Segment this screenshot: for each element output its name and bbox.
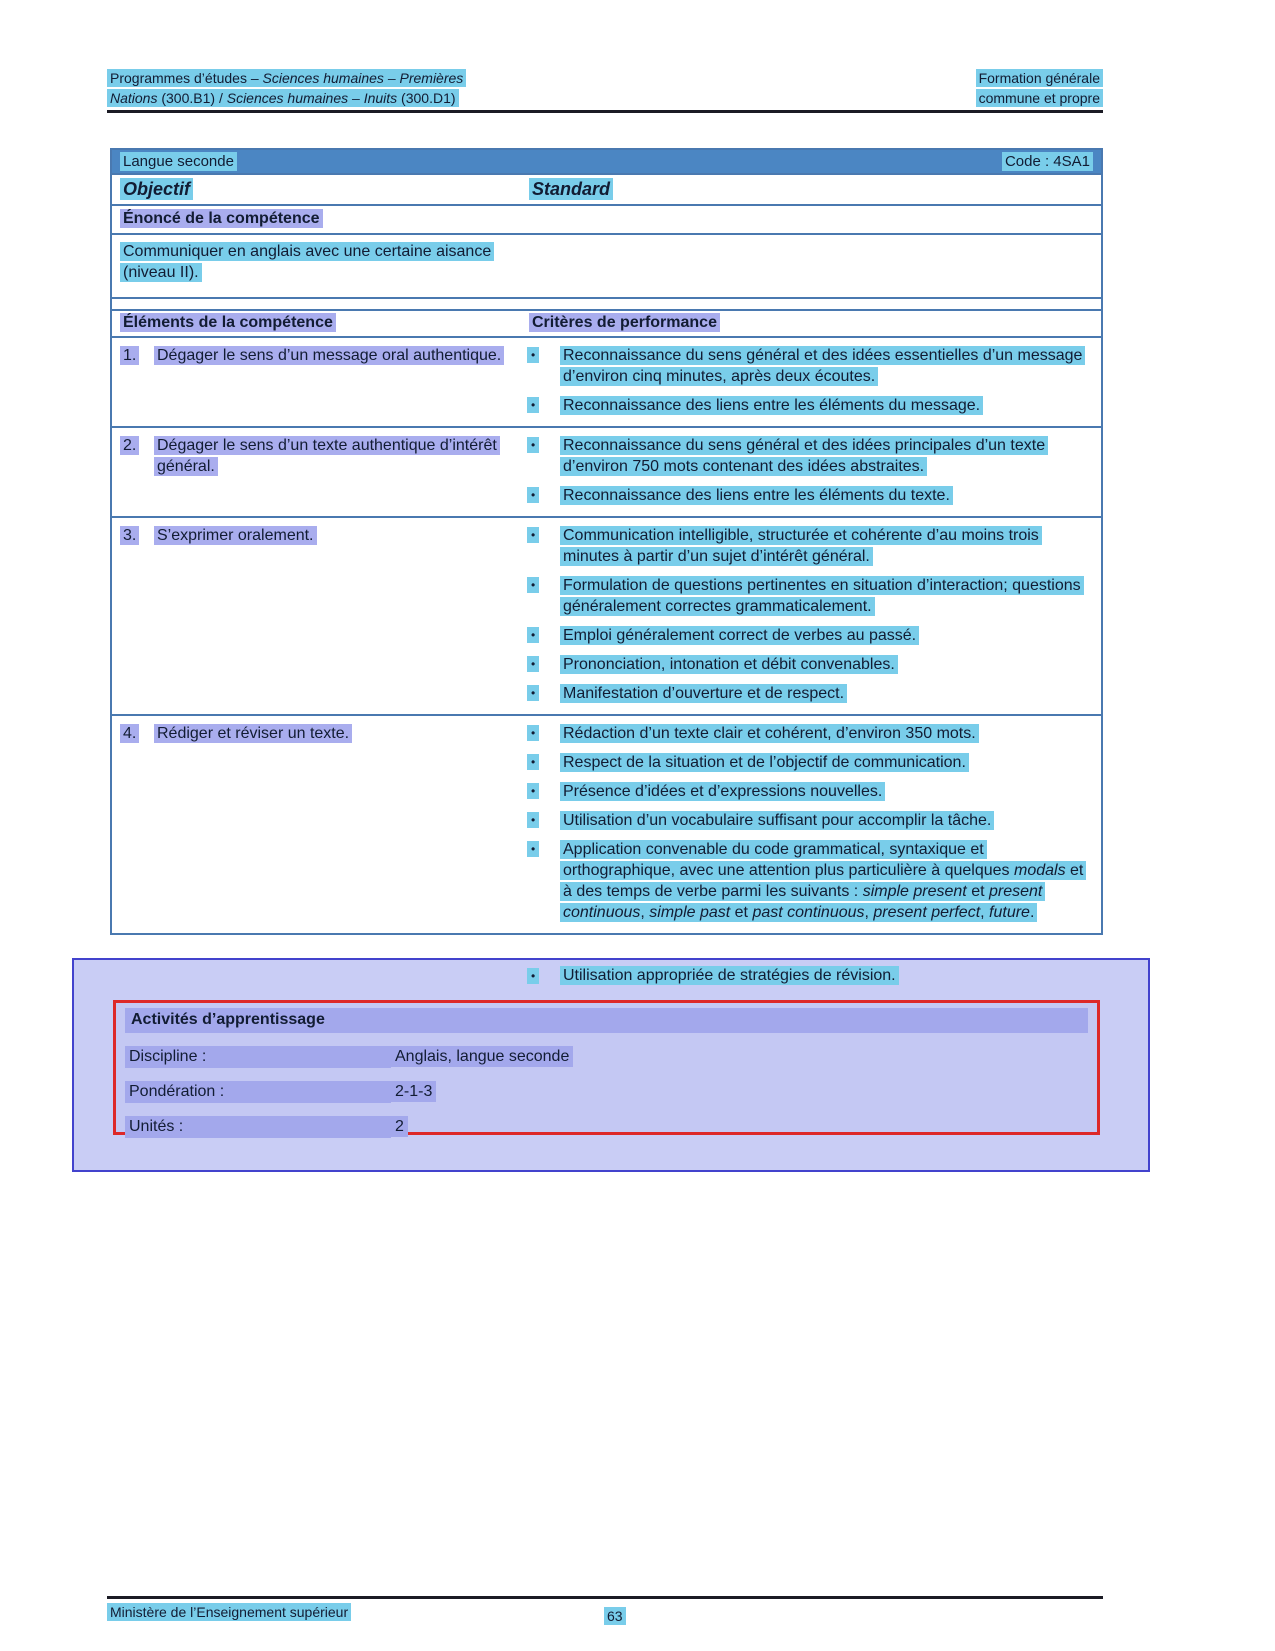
- criteria-cell: [515, 723, 1101, 923]
- bullet: [527, 435, 560, 477]
- column-header-row: [112, 309, 1101, 336]
- criterion-text: Manifestation d’ouverture et de respect.: [560, 683, 1095, 704]
- criterion: [527, 395, 1095, 416]
- criteria-cell: [515, 525, 1101, 704]
- table-row-3: [112, 516, 1101, 714]
- activity-value: 2: [391, 1116, 408, 1137]
- header-formation: [976, 68, 1103, 108]
- activites-box: [113, 1000, 1100, 1135]
- bullet: [527, 654, 560, 675]
- bullet: [527, 485, 560, 506]
- enonce-header: [112, 204, 1101, 233]
- criterion-text: Communication intelligible, structurée et cohérente d’au moins trois minutes à partir d’un sujet d’intérêt général.: [560, 525, 1095, 567]
- element-number-text: 3.: [120, 526, 139, 545]
- criterion-text: Utilisation appropriée de stratégies de révision.: [560, 965, 899, 987]
- criterion-text: Formulation de questions pertinentes en situation d’interaction; questions généralement correctes grammaticalement.: [560, 575, 1095, 617]
- criterion-text: Reconnaissance du sens général et des idées principales d’un texte d’environ 750 mots contenant des idées abstraites.: [560, 435, 1095, 477]
- criterion: [527, 625, 1095, 646]
- standard-label: Standard: [529, 178, 613, 200]
- table-row-1: [112, 336, 1101, 426]
- criterion-text: Présence d’idées et d’expressions nouvelles.: [560, 781, 1095, 802]
- element-cell: [112, 723, 515, 923]
- element-text: [154, 723, 506, 923]
- activity-row-ponderation: [125, 1081, 1088, 1103]
- criterion-text: Prononciation, intonation et débit convenables.: [560, 654, 1095, 675]
- standard-cell: [517, 179, 613, 200]
- activity-value: Anglais, langue seconde: [391, 1046, 573, 1067]
- criteres-header-cell: [517, 314, 1101, 332]
- header-text-italic: Sciences humaines – Inuits: [226, 90, 398, 106]
- element-number-text: 2.: [120, 436, 139, 455]
- criterion-text: Rédaction d’un texte clair et cohérent, d’environ 350 mots.: [560, 723, 1095, 744]
- enonce-body: [112, 233, 1101, 297]
- bullet: [527, 683, 560, 704]
- element-text-highlight: S’exprimer oralement.: [154, 526, 317, 545]
- header-line-1: [107, 68, 466, 88]
- criterion: [527, 654, 1095, 675]
- bullet-icon: •: [527, 437, 539, 453]
- header-text: Programmes d’études –: [110, 70, 263, 86]
- bullet-icon: •: [527, 627, 539, 643]
- last-criterion: [527, 965, 899, 987]
- table-spacer: [112, 297, 1101, 309]
- competency-table: [110, 148, 1103, 935]
- criteria-cell: [515, 345, 1101, 416]
- activites-header: [125, 1008, 1088, 1033]
- header-right-line-1: [976, 68, 1103, 88]
- bullet-icon: •: [527, 841, 539, 857]
- bullet-icon: •: [527, 725, 539, 741]
- page-number: 63: [604, 1607, 626, 1625]
- activity-row-unites: [125, 1116, 1088, 1138]
- elements-header: Éléments de la compétence: [120, 313, 336, 332]
- criterion-text: Reconnaissance du sens général et des idées essentielles d’un message d’environ cinq minutes, après deux écoutes.: [560, 345, 1095, 387]
- bullet-icon: •: [527, 812, 539, 828]
- bullet: [527, 752, 560, 773]
- element-text-highlight: Dégager le sens d’un message oral authentique.: [154, 346, 504, 365]
- element-text: [154, 525, 506, 704]
- bullet-icon: •: [527, 968, 539, 984]
- element-cell: [112, 525, 515, 704]
- element-number: [120, 525, 154, 704]
- element-number: [120, 723, 154, 923]
- bullet: [527, 395, 560, 416]
- annotation-overlay-box: [72, 958, 1150, 1172]
- element-text-highlight: Rédiger et réviser un texte.: [154, 724, 352, 743]
- criterion: [527, 723, 1095, 744]
- bullet-icon: •: [527, 754, 539, 770]
- header-text: (300.D1): [397, 90, 456, 106]
- objectif-cell: [112, 179, 517, 200]
- bullet: [527, 525, 560, 567]
- criterion: [527, 525, 1095, 567]
- activity-label: Unités :: [125, 1116, 391, 1138]
- criterion-text: Utilisation d’un vocabulaire suffisant pour accomplir la tâche.: [560, 810, 1095, 831]
- criterion: [527, 781, 1095, 802]
- element-number-text: 1.: [120, 346, 139, 365]
- header-divider: [107, 110, 1103, 113]
- bullet: [527, 575, 560, 617]
- element-number: [120, 435, 154, 506]
- activity-label: Pondération :: [125, 1081, 391, 1103]
- criterion-rich-text: Application convenable du code grammatical, syntaxique et orthographique, avec une attention plus particulière à quelques modals et à des temps de verbe parmi les suivants : simple present et present continuous, simple past et past continuous, present perfect, future.: [560, 840, 1086, 922]
- element-text: [154, 435, 506, 506]
- bullet-icon: •: [527, 527, 539, 543]
- activity-value: 2-1-3: [391, 1081, 436, 1102]
- bullet-icon: •: [527, 783, 539, 799]
- bullet: [527, 345, 560, 387]
- criterion-text: Emploi généralement correct de verbes au passé.: [560, 625, 1095, 646]
- bullet-icon: •: [527, 577, 539, 593]
- bullet-icon: •: [527, 656, 539, 672]
- bullet-icon: •: [527, 347, 539, 363]
- criterion: [527, 575, 1095, 617]
- criterion: [527, 435, 1095, 477]
- header-text-italic: Nations: [110, 90, 158, 106]
- header-text-italic: Sciences humaines – Premières: [262, 70, 464, 86]
- enonce-header-text: Énoncé de la compétence: [120, 209, 323, 228]
- bullet: [527, 810, 560, 831]
- table-row-4: [112, 714, 1101, 933]
- criteres-header: Critères de performance: [529, 313, 720, 332]
- element-cell: [112, 345, 515, 416]
- footer-text: Ministère de l’Enseignement supérieur: [107, 1603, 351, 1621]
- element-text-highlight: Dégager le sens d’un texte authentique d’intérêt général.: [154, 436, 500, 476]
- header-line-1-highlight: [107, 69, 466, 87]
- activites-header-text: Activités d’apprentissage: [131, 1011, 325, 1028]
- header-text: commune et propre: [976, 89, 1103, 107]
- criterion-text-application: [560, 839, 1095, 923]
- criterion-text: Reconnaissance des liens entre les éléments du message.: [560, 395, 1095, 416]
- element-cell: [112, 435, 515, 506]
- objectif-label: Objectif: [120, 178, 193, 200]
- bullet: [527, 839, 560, 923]
- element-text: [154, 345, 506, 416]
- criterion: [527, 839, 1095, 923]
- table-row-2: [112, 426, 1101, 516]
- header-line-2: [107, 88, 466, 108]
- objectif-standard-row: [112, 173, 1101, 204]
- bullet-icon: •: [527, 685, 539, 701]
- header-line-2-highlight: [107, 89, 459, 107]
- bullet: [527, 723, 560, 744]
- header-program-title: [107, 68, 466, 108]
- bullet-icon: •: [527, 397, 539, 413]
- enonce-text: [120, 241, 510, 283]
- criterion-text: Reconnaissance des liens entre les éléments du texte.: [560, 485, 1095, 506]
- bullet: [527, 965, 560, 987]
- activity-label: Discipline :: [125, 1046, 391, 1068]
- activity-row-discipline: [125, 1046, 1088, 1068]
- document-header: [107, 68, 1103, 108]
- criterion: [527, 810, 1095, 831]
- criterion: [527, 752, 1095, 773]
- criteria-cell: [515, 435, 1101, 506]
- criterion: [527, 485, 1095, 506]
- page-footer: [107, 1596, 1103, 1624]
- course-code: Code : 4SA1: [1002, 152, 1093, 171]
- criterion: [527, 345, 1095, 387]
- enonce-text-highlight: Communiquer en anglais avec une certaine aisance (niveau II).: [120, 242, 494, 282]
- criterion: [527, 683, 1095, 704]
- bullet-icon: •: [527, 487, 539, 503]
- criterion-text: Respect de la situation et de l’objectif de communication.: [560, 752, 1095, 773]
- header-text: Formation générale: [976, 69, 1103, 87]
- element-number: [120, 345, 154, 416]
- element-number-text: 4.: [120, 724, 139, 743]
- header-right-line-2: [976, 88, 1103, 108]
- elements-header-cell: [112, 314, 517, 332]
- bullet: [527, 781, 560, 802]
- header-text: (300.B1) /: [157, 90, 227, 106]
- course-title: Langue seconde: [120, 152, 237, 171]
- bullet: [527, 625, 560, 646]
- title-bar: [112, 150, 1101, 173]
